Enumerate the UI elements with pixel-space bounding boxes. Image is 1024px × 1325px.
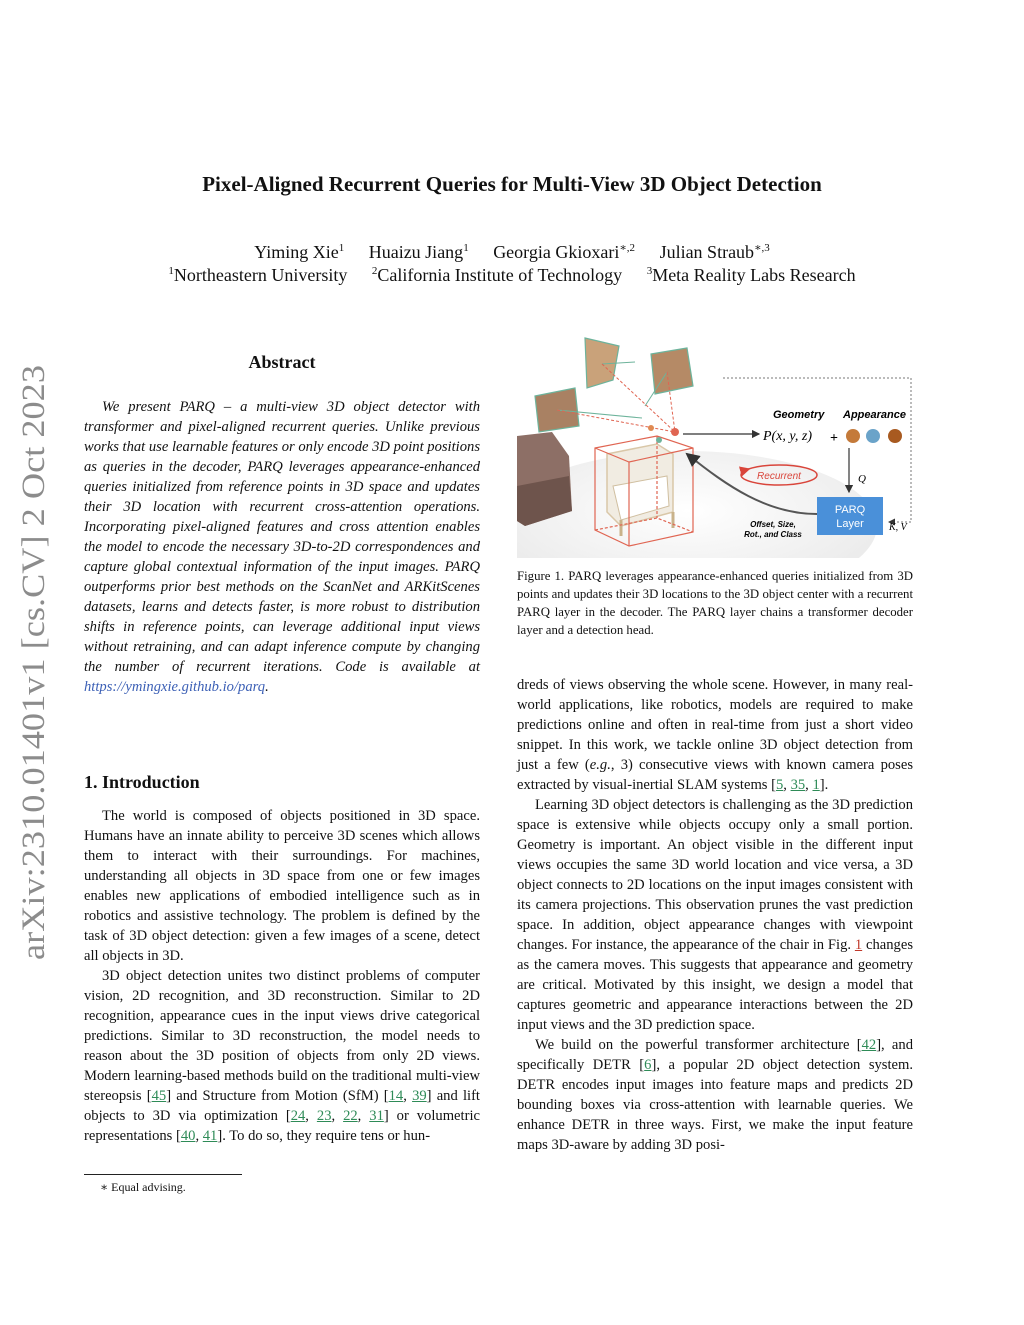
footnote: ∗ Equal advising. (100, 1180, 186, 1194)
abstract-text: We present PARQ – a multi-view 3D object detector with transformer and pixel-aligned recurrent queries. Unlike previous works that use learnable features or only encode 3D point positions as queries in the decoder, PARQ leverages appearance-enhanced queries initialized from reference points in 3D space and updates their 3D location with recurrent cross-attention operations. Incorporating pixel-aligned features and cross attention enables the model to encode the necessary 3D-to-2D correspondences and capture global contextual information of the input images. PARQ outperforms prior best methods on the ScanNet and ARKitScenes datasets, learns and detects faster, is more robust to distribution shifts in reference points, can leverage additional input views without retraining, and can adapt inference compute by changing the number of recurrent iterations. Code is available at (84, 399, 480, 675)
query-point (648, 425, 654, 431)
appearance-feature-icon (846, 429, 860, 443)
figure-1 (517, 336, 913, 558)
output-label: Offset, Size, (750, 520, 796, 529)
parq-layer-label: Layer (836, 518, 864, 530)
citation-link[interactable]: 45 (151, 1088, 167, 1104)
abstract-heading: Abstract (248, 352, 316, 372)
affiliation-1: $^1$Northeastern University (168, 265, 348, 285)
figure-caption: Figure 1. PARQ leverages appearance-enhanced queries initialized from 3D points and updates their 3D locations to the 3D object center with a recurrent PARQ layer in the decoder. The PARQ layer chains a transformer decoder layer and a detection head. (517, 569, 913, 637)
citation-link[interactable]: 41 (202, 1128, 218, 1144)
arxiv-stamp (12, 365, 54, 960)
citation-link[interactable]: 1 (812, 777, 820, 793)
appearance-feature-icon (866, 429, 880, 443)
camera-view-3 (535, 388, 642, 432)
citation-link[interactable]: 23 (316, 1108, 332, 1124)
citation-link[interactable]: 40 (180, 1128, 196, 1144)
kv-label: K, V (889, 522, 907, 533)
affiliation-3: $^3$Meta Reality Labs Research (646, 265, 856, 285)
query-point (656, 437, 662, 443)
citation-link[interactable]: 5 (775, 777, 784, 793)
right-paragraph-1: dreds of views observing the whole scene. However, in many real-world applications, like robotics, models are required to make predictions online and often in real-time from just a short video snippet. In this work, we tackle online 3D object detection from just a few (e.g., 3) consecutive views with known camera poses extracted by visual-inertial SLAM systems [5, 35, 1]. (517, 677, 913, 793)
parq-layer-label: PARQ (834, 504, 866, 516)
author-1: Yiming Xie$^1$ (254, 242, 345, 262)
right-paragraph-2: Learning 3D object detectors is challenging as the 3D prediction space is extensive while objects occupy only a small portion. Geometry is important. An object visible in the different input views occupies the same 3D world location and vice versa, a 3D object connects to 2D locations on the input images consistent with its camera projections. This observation prunes the vast prediction space. In addition, object appearance changes with viewpoint changes. For instance, the appearance of the chair in Fig. 1 changes as the camera moves. This suggests that appearance and geometry are critical. Motivated by this insight, we design a model that captures geometric and appearance interactions between the 2D input views and the 3D prediction space. (517, 797, 913, 1033)
citation-link[interactable]: 31 (369, 1108, 384, 1124)
abstract-body: We present PARQ – a multi-view 3D object detector with transformer and pixel-aligned recurrent queries. Unlike previous works that use learnable features or only encode 3D point positions as queries in the decoder, PARQ leverages appearance-enhanced queries initialized from reference points in 3D space and updates their 3D location with recurrent cross-attention operations. Incorporating pixel-aligned features and cross attention enables the model to encode the necessary 3D-to-2D correspondences and capture global contextual information of the input images. PARQ outperforms prior best methods on the ScanNet and ARKitScenes datasets, learns and detects faster, is more robust to distribution shifts in reference points, can leverage additional input views without retraining, and can adapt inference compute by changing the number of recurrent iterations. Code is available at https://ymingxie.github.io/parq. (84, 399, 480, 695)
appearance-feature-icon (888, 429, 902, 443)
paper-title: Pixel-Aligned Recurrent Queries for Multi-View 3D Object Detection (202, 172, 822, 196)
arxiv-id: arXiv:2310.01401v1 [cs.CV] 2 Oct 2023 (16, 419, 52, 960)
citation-link[interactable]: 39 (412, 1088, 427, 1104)
code-link[interactable]: https://ymingxie.github.io/parq (84, 679, 266, 695)
output-label: Rot., and Class (744, 530, 802, 539)
author-list (0, 241, 1024, 263)
plus-sign: + (830, 431, 838, 446)
affiliation-2: $^2$California Institute of Technology (371, 265, 623, 285)
citation-link[interactable]: 14 (388, 1088, 404, 1104)
citation-link[interactable]: 22 (343, 1108, 358, 1124)
citation-link[interactable]: 24 (290, 1108, 306, 1124)
position-formula: P(x, y, z) (763, 429, 812, 444)
intro-paragraph-1: The world is composed of objects positioned in 3D space. Humans have an innate ability to perceive 3D scenes which allows them to interact with their surroundings. For machines, understanding all objects in 3D space from one or few images enables new applications of embodied intelligence such as in robotics and assistive technology. The problem is defined by the task of 3D object detection: given a few images of a scene, detect all objects in 3D. (84, 808, 480, 964)
appearance-label: Appearance (843, 409, 906, 421)
intro-body (84, 806, 480, 1146)
q-label: Q (858, 473, 866, 485)
footnote-divider (84, 1174, 242, 1175)
author-2: Huaizu Jiang$^1$ (368, 242, 469, 262)
citation-link[interactable]: 6 (644, 1057, 652, 1073)
author-3: Georgia Gkioxari$^{∗,2}$ (493, 242, 636, 262)
camera-view-1 (585, 338, 635, 388)
citation-link[interactable]: 42 (861, 1037, 877, 1053)
author-4: Julian Straub$^{∗,3}$ (659, 242, 770, 262)
intro-heading: 1. Introduction (84, 772, 200, 792)
recurrent-label: Recurrent (757, 471, 801, 482)
affiliation-list (0, 265, 1024, 286)
intro-paragraph-2: 3D object detection unites two distinct problems of computer vision, 2D recognition, and 3D reconstruction. Similar to 2D recognition, appearance cues in the input views drive categorical predictions. Similar to 3D reconstruction, the model needs to reason about the 3D position of objects from only 2D views. Modern learning-based methods build on the traditional multi-view stereopsis [45] and Structure from Motion (SfM) [14, 39] and lift objects to 3D via optimization [24, 23, 22, 31] or volumetric representations [40, 41]. To do so, they require tens or hun- (84, 968, 480, 1144)
right-paragraph-3: We build on the powerful transformer architecture [42], and specifically DETR [6], a popular 2D object detection system. DETR encodes input images into feature maps and predicts 2D bounding boxes via cross-attention with learnable queries. We enhance DETR in three ways. First, we make the input feature maps 3D-aware by adding 3D posi- (517, 1037, 914, 1153)
camera-view-2 (645, 348, 693, 406)
right-column-body (517, 675, 913, 1155)
geometry-label: Geometry (773, 409, 825, 421)
citation-link[interactable]: 35 (790, 777, 806, 793)
query-point (671, 428, 679, 436)
sofa-image (517, 432, 572, 526)
figure-reference-link[interactable]: 1 (854, 937, 863, 953)
